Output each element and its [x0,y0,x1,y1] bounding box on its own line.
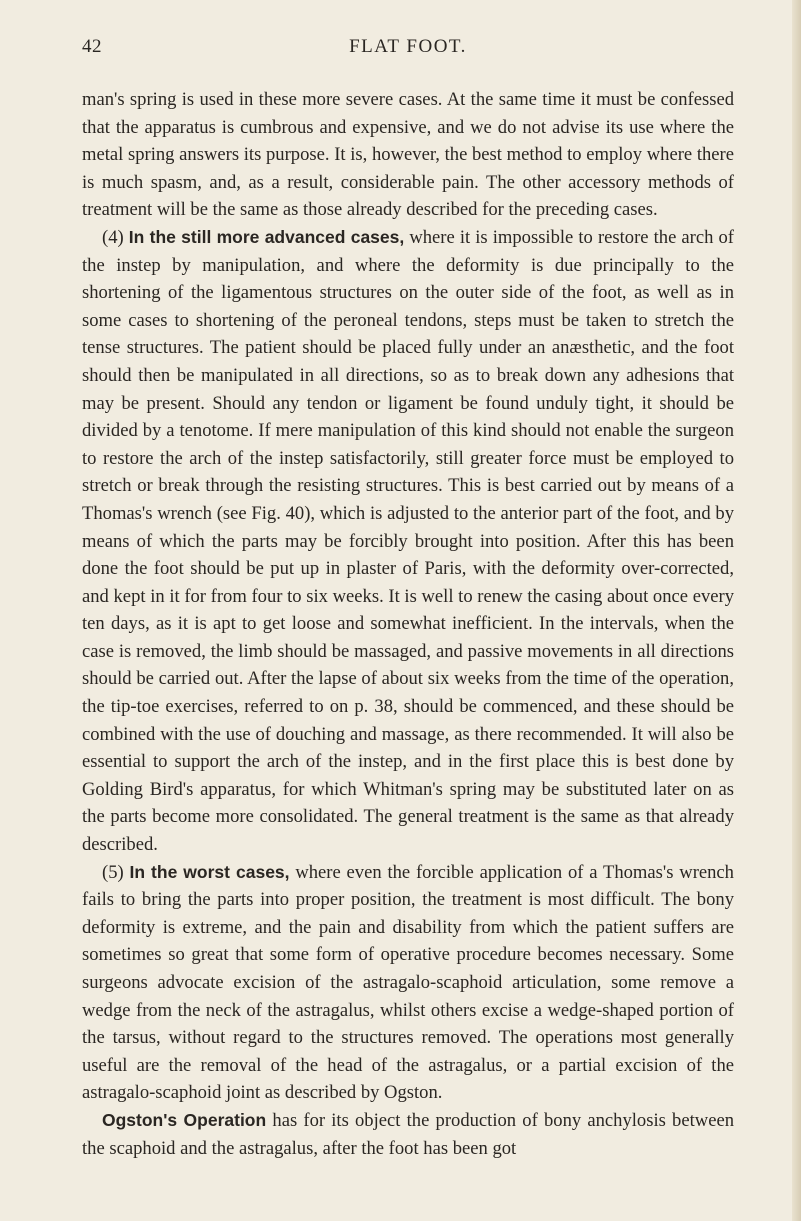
paragraph-advanced-cases [82,224,734,859]
run-in-heading: In the worst cases, [129,861,290,882]
running-title: FLAT FOOT. [349,36,467,57]
paragraph-text: man's spring is used in these more severe cases. At the same time it must be confessed that the apparatus is cumbrous and expensive, and we do not advise its use where the metal spring answers its purpose. It is, however, the best method to employ where there is much spasm, and, as a result, considerable pain. The other accessory methods of treatment will be the same as those already described for the preceding cases. [82,89,734,221]
paragraph-text: has for its object the production of bony anchylosis between the scaphoid and the astragalus, after the foot has been got [82,1109,734,1159]
paragraph-text: where even the forcible application of a Thomas's wrench fails to bring the parts into proper position, the treatment is most difficult. The bony deformity is extreme, and the pain and disability from which the patient suffers are sometimes so great that some form of operative procedure becomes necessary. Some surgeons advocate excision of the astragalo-scaphoid articulation, some remove a wedge from the neck of the astragalus, whilst others excise a wedge-shaped portion of the tarsus, without regard to the structures removed. The operations most generally useful are the removal of the head of the astragalus, or a partial excision of the astragalo-scaphoid joint as described by Ogston. [82,861,734,1104]
paragraph-number: (5) [102,861,130,883]
paragraph-ogston-operation [82,1107,734,1162]
paragraph-number: (4) [102,226,129,248]
paragraph-continuation [82,86,734,224]
paragraph-worst-cases [82,859,734,1107]
page-header [82,36,734,66]
body-text [82,86,734,1162]
run-in-heading: Ogston's Operation [102,1109,267,1130]
page-edge [792,0,801,1221]
run-in-heading: In the still more advanced cases, [128,226,405,247]
page-number: 42 [82,36,102,57]
paragraph-text: where it is impossible to restore the arch of the instep by manipulation, and where the deformity is due principally to the shortening of the ligamentous structures on the outer side of the foot, as well as in some cases to shortening of the peroneal tendons, steps must be taken to stretch the tense structures. The patient should be placed fully under an anæsthetic, and the foot should then be manipulated in all directions, so as to break down any adhesions that may be present. Should any tendon or ligament be found unduly tight, it should be divided by a tenotome. If mere manipulation of this kind should not enable the surgeon to restore the arch of the instep satisfactorily, still greater force must be employed to stretch or break through the resisting structures. This is best carried out by means of a Thomas's wrench (see Fig. 40), which is adjusted to the anterior part of the foot, and by means of which the parts may be forcibly brought into position. After this has been done the foot should be put up in plaster of Paris, with the deformity over-corrected, and kept in it for from four to six weeks. It is well to renew the casing about once every ten days, as it is apt to get loose and somewhat inefficient. In the intervals, when the case is removed, the limb should be massaged, and passive movements in all directions should be carried out. After the lapse of about six weeks from the time of the operation, the tip-toe exercises, referred to on p. 38, should be commenced, and these should be combined with the use of douching and massage, as there recommended. It will also be essential to support the arch of the instep, and in the first place this is best done by Golding Bird's apparatus, for which Whitman's spring may be substituted later on as the parts become more consolidated. The general treatment is the same as that already described. [82,226,734,856]
